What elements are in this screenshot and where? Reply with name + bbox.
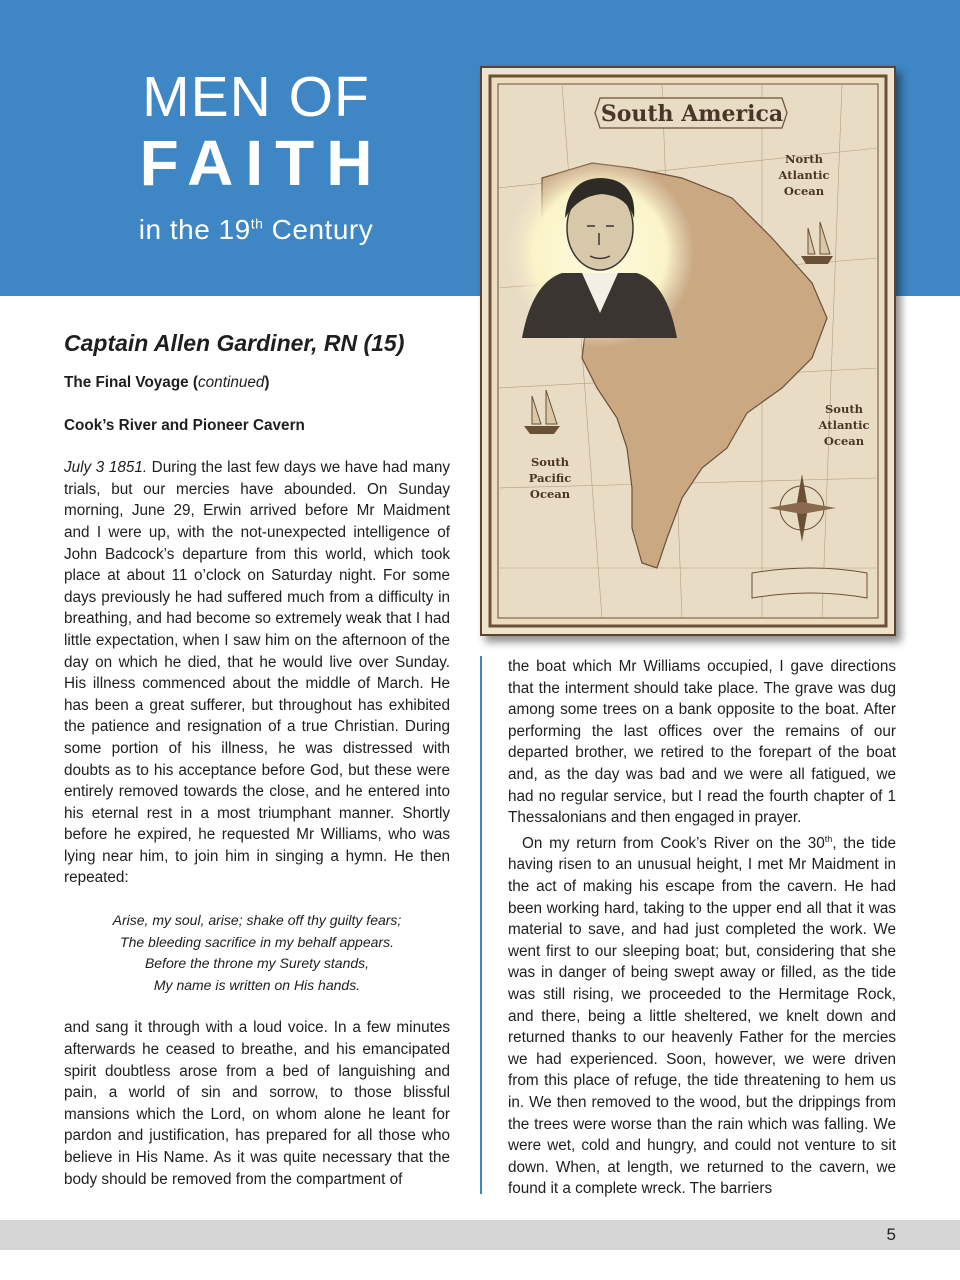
south-pacific-label-1: South — [530, 455, 570, 469]
subtitle-text: The Final Voyage — [64, 374, 189, 391]
poem-line-4: My name is written on His hands. — [153, 976, 361, 993]
footer-bar — [0, 1220, 960, 1250]
article-title: Captain Allen Gardiner, RN (15) — [64, 330, 405, 356]
title-line-2: FAITH — [139, 127, 385, 199]
poem-line-3: Before the throne my Surety stands, — [144, 955, 370, 972]
poem-line-1: Arise, my soul, arise; shake off thy guilty fears; — [112, 912, 402, 929]
page-number: 5 — [886, 1225, 896, 1244]
south-atlantic-label-2: Atlantic — [818, 418, 870, 432]
paragraph-3-sup: th — [824, 833, 833, 844]
south-atlantic-label-1: South — [824, 402, 864, 416]
paragraph-1-text: During the last few days we have had many trials, but our mercies have abounded. On Sunday morning, June 29, Erwin arrived before Mr Maidment and I were up, with the not-unexpected intelligence of John Badcock’s departure from this world, which took place at about 11 o’clock on Saturday night. For some days previously he had suffered much from a difficulty in breathing, and had become so extremely weak that I had little expectation, when I saw him on the afternoon of the day on which he died, that he would live over Sunday. His illness commenced about the middle of March. He has been a great sufferer, but throughout has exhibited the patience and resignation of a true Christian. During some portion of his illness, he was distressed with doubts as to his acceptance before God, but these were entirely removed towards the close, and he entered into his eternal rest in a most triumphant manner. Shortly before he expired, he requested Mr Williams, who was lying near him, to join him in singing a hymn. He then repeated: — [64, 459, 450, 887]
south-atlantic-label-3: Ocean — [823, 434, 865, 448]
title-line-1: MEN OF — [142, 65, 370, 129]
poem-line-2: The bleeding sacrifice in my behalf appears. — [120, 933, 394, 950]
paragraph-2: and sang it through with a loud voice. In a few minutes afterwards he ceased to breathe, and his emancipated spirit doubtless arose from a bed of languishing and pain, a world of sin and sorrow, to those blissful mansions which the Lord, on whom alone he leant for pardon and justification, has prepared for all those who believe in His Name. As it was quite necessary that the body should be removed from the compartment of — [64, 1019, 450, 1188]
south-pacific-label-2: Pacific — [528, 471, 572, 485]
page-title — [0, 66, 512, 250]
paragraph-3-post: , the tide having risen to an unusual height, I met Mr Maidment in the act of making his escape from the cavern. He had been working hard, taking to the upper end all that it was material to save, and had just completed the work. We went first to our sleeping boat; but, considering that she was in danger of being swept away or filled, as the tide was still rising, we proceeded to the Hermitage Rock, and there, being a little sheltered, we knelt down and returned thanks to our heavenly Father for the mercies we had experienced. Soon, however, we were driven from this place of refuge, the tide threatening to hem us in. We then removed to the wood, but the drippings from the trees were worse than the rain which was falling. We were wet, cold and hungry, and could not venture to sit down. When, at length, we returned to the cavern, we found it a complete wreck. The barriers — [508, 834, 896, 1198]
section-heading: Cook’s River and Pioneer Cavern — [64, 416, 305, 434]
entry-date: July 3 1851. — [64, 459, 148, 477]
north-atlantic-label-2: Atlantic — [778, 168, 830, 182]
title-line-3-post: Century — [263, 214, 374, 245]
subtitle-note: continued — [198, 374, 265, 391]
paragraph-2-continued: the boat which Mr Williams occupied, I gave directions that the interment should take place. The grave was dug among some trees on a bank opposite to the boat. After performing the last offices over the remains of our departed brother, we retired to the forepart of the boat and, as the day was bad and we were all fatigued, we had no regular service, but I read the fourth chapter of 1 Thessalonians and then engaged in prayer. — [508, 658, 896, 827]
column-divider — [480, 656, 482, 1194]
paragraph-3 — [508, 829, 896, 1200]
article-column-right — [508, 656, 896, 1200]
north-atlantic-label-3: Ocean — [783, 184, 825, 198]
south-pacific-label-3: Ocean — [529, 487, 571, 501]
hymn-poem — [64, 910, 450, 996]
map-svg — [482, 68, 894, 634]
title-line-3-sup: th — [250, 215, 264, 232]
north-atlantic-label-1: North — [785, 152, 823, 166]
title-line-3-pre: in the 19 — [138, 214, 251, 245]
article-column-left — [64, 318, 450, 1190]
paragraph-3-pre: On my return from Cook’s River on the 30 — [522, 834, 825, 852]
article-subtitle: The Final Voyage (continued) — [64, 374, 270, 391]
paragraph-1 — [64, 457, 450, 889]
map-title: South America — [600, 101, 784, 127]
south-america-map-illustration — [480, 66, 896, 636]
title-line-3 — [0, 210, 512, 250]
map-banner-scroll — [752, 568, 867, 598]
